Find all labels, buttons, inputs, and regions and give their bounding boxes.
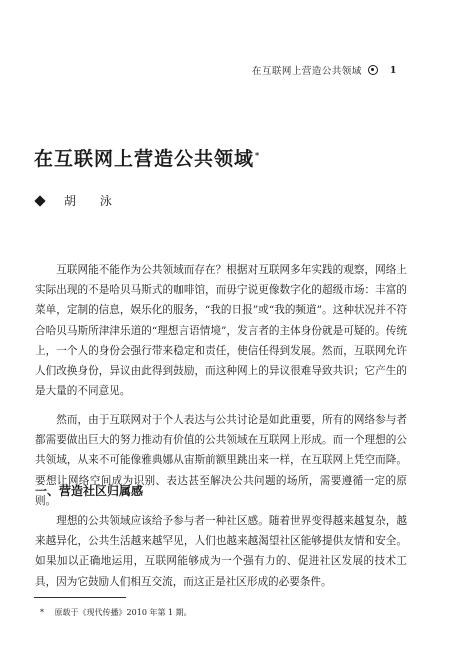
article-title xyxy=(34,144,260,171)
section-heading: 一、营造社区归属感 xyxy=(35,484,144,498)
footnote-mark: * xyxy=(40,608,44,617)
body-paragraph-2: 然而，由于互联网对于个人表达与公共讨论是如此重要，所有的网络参与者都需要做出巨大的努力推动有价值的公共领域在互联网上形成。而一个理想的公共领域，从来不可能像雅典娜从宙斯前额里跳出来一样，在互联网上凭空而降。要想让网络空间成为识别、表达甚至解决公共问题的场所，需要遵循一定的原则。 xyxy=(35,414,407,507)
footnote-text: 原载于《现代传播》2010 年第 1 期。 xyxy=(54,608,192,617)
diamond-bullet-icon xyxy=(34,195,45,206)
footnote xyxy=(40,607,192,618)
page-number: 1 xyxy=(389,64,397,76)
title-footnote-mark: * xyxy=(255,149,261,160)
author-line xyxy=(34,192,122,209)
article-title-text: 在互联网上营造公共领域 xyxy=(34,148,255,170)
running-title: 在互联网上营造公共领域 xyxy=(251,66,362,77)
footnote-divider xyxy=(34,597,126,598)
running-header xyxy=(252,63,397,77)
author-name: 胡 泳 xyxy=(64,194,122,208)
section-paragraph: 理想的公共领域应该给予参与者一种社区感。随着世界变得越来越复杂，越来越异化，公共生活越来越罕见，人们也越来越渴望社区能够提供友情和安全。如果加以正确地运用，互联网能够成为一个强有力的、促进社区发展的技术工具，因为它鼓励人们相互交流，而这正是社区形成的必要条件。 xyxy=(35,515,407,588)
circle-ornament-icon xyxy=(368,65,378,75)
body-paragraph-1: 互联网能不能作为公共领域而存在？根据对互联网多年实践的观察，网络上实际出现的不是哈贝马斯式的咖啡馆，而毋宁说更像数字化的超级市场：丰富的菜单，定制的信息，娱乐化的服务，“我的日报”或“我的频道”。这种状况并不符合哈贝马斯所津津乐道的“理想言语情境”，发言者的主体身份就是可疑的。传统上，一个人的身份会强行带来稳定和责任，使信任得到发展。然而，互联网允许人们改换身份，异议由此得到鼓励，而这种网上的异议很难导致共识；它产生的是大量的不同意见。 xyxy=(35,264,407,398)
